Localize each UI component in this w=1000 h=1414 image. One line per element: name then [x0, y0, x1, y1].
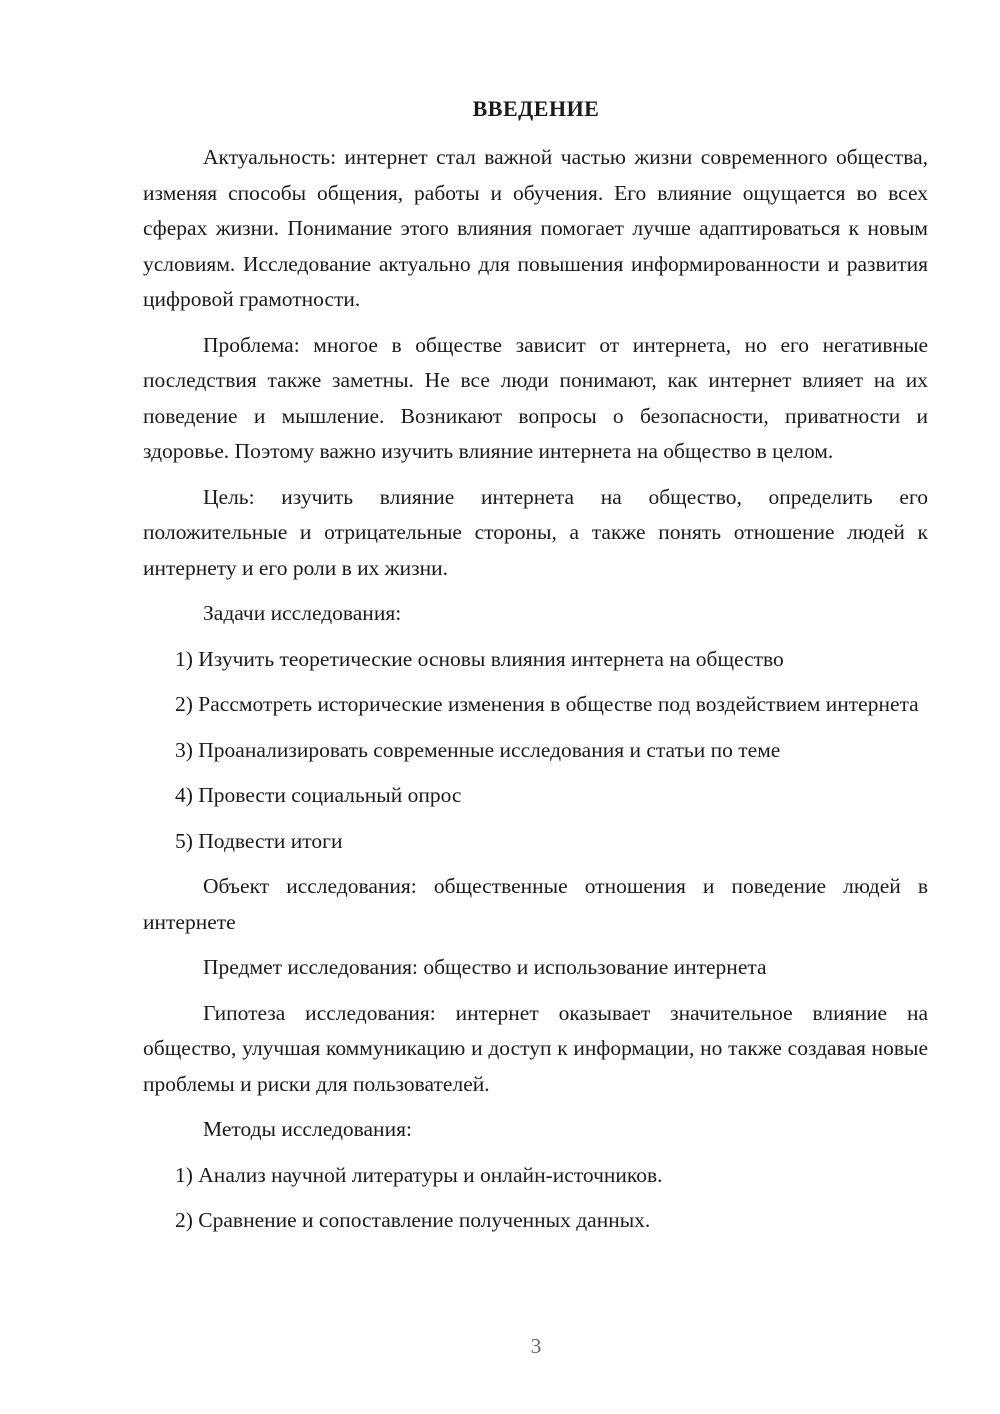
methods-heading: Методы исследования:: [203, 1117, 412, 1141]
hypothesis-paragraph: Гипотеза исследования: интернет оказывает значительное влияние на общество, улучшая коммуникацию и доступ к информации, но также создавая новые проблемы и риски для пользователей.: [143, 1000, 928, 1096]
object-paragraph: Объект исследования: общественные отношения и поведение людей в интернете: [143, 874, 928, 934]
problem-paragraph: Проблема: многое в обществе зависит от интернета, но его негативные последствия также заметны. Не все люди понимают, как интернет влияет на их поведение и мышление. Возникают вопросы о безопасности, приватности и здоровье. Поэтому важно изучить влияние интернета на общество в целом.: [143, 332, 928, 463]
subject-paragraph: Предмет исследования: общество и использование интернета: [203, 955, 767, 979]
task-item-2: 2) Рассмотреть исторические изменения в обществе под воздействием интернета: [175, 692, 919, 716]
section-heading: ВВЕДЕНИЕ: [472, 96, 600, 121]
task-item-5: 5) Подвести итоги: [175, 828, 343, 853]
method-item-1: 1) Анализ научной литературы и онлайн-источников.: [175, 1162, 663, 1187]
method-item-2: 2) Сравнение и сопоставление полученных данных.: [175, 1208, 651, 1232]
page-number: 3: [530, 1334, 542, 1358]
task-item-4: 4) Провести социальный опрос: [175, 783, 462, 807]
task-item-1: 1) Изучить теоретические основы влияния интернета на общество: [175, 646, 784, 671]
goal-paragraph: Цель: изучить влияние интернета на общество, определить его положительные и отрицательные стороны, а также понять отношение людей к интернету и его роли в их жизни.: [143, 484, 928, 580]
task-item-3: 3) Проанализировать современные исследования и статьи по теме: [175, 737, 781, 762]
document-body: [143, 140, 928, 1239]
tasks-heading: Задачи исследования:: [203, 601, 402, 625]
relevance-paragraph: Актуальность: интернет стал важной частью жизни современного общества, изменяя способы общения, работы и обучения. Его влияние ощущается во всех сферах жизни. Понимание этого влияния помогает лучше адаптироваться к новым условиям. Исследование актуально для повышения информированности и развития цифровой грамотности.: [143, 145, 928, 311]
